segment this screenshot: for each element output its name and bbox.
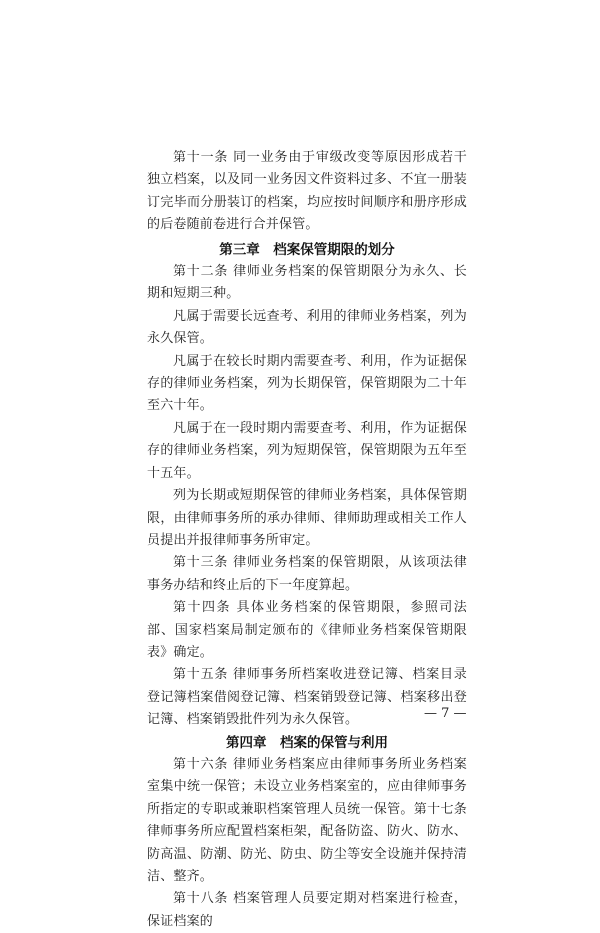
article-12: 第十二条 律师业务档案的保管期限分为永久、长期和短期三种。 <box>147 264 467 302</box>
article-13: 第十三条 律师业务档案的保管期限，从该项法律事务办结和终止后的下一年度算起。 <box>147 555 467 593</box>
page-body <box>147 147 467 933</box>
page-number: — 7 — <box>424 706 467 721</box>
chapter-4-heading: 第四章 档案的保管与利用 <box>226 734 388 751</box>
article-16-17: 第十六条 律师业务档案应由律师事务所业务档案室集中统一保管；未设立业务档案室的，应由律师事务所指定的专职或兼职档案管理人员统一保管。第十七条律师事务所应配置档案柜架，配备防盗、防火、防水、防高温、防潮、防光、防虫、防尘等安全设施并保持清洁、整齐。 <box>147 756 467 884</box>
chapter-3-heading: 第三章 档案保管期限的划分 <box>219 241 395 258</box>
article-18: 第十八条 档案管理人员要定期对档案进行检查，保证档案的 <box>147 891 467 929</box>
article-15: 第十五条 律师事务所档案收进登记簿、档案目录登记簿档案借阅登记簿、档案销毁登记簿、档案移出登记簿、档案销毁批件列为永久保管。 <box>147 667 467 728</box>
article-11: 第十一条 同一业务由于审级改变等原因形成若干独立档案，以及同一业务因文件资料过多、不宜一册装订完毕而分册装订的档案，均应按时间顺序和册序形成的后卷随前卷进行合并保管。 <box>147 150 467 233</box>
article-12-clause-approval: 列为长期或短期保管的律师业务档案，具体保管期限，由律师事务所的承办律师、律师助理或相关工作人员提出并报律师事务所审定。 <box>147 488 467 548</box>
article-12-clause-short-term: 凡属于在一段时期内需要查考、利用，作为证据保存的律师业务档案，列为短期保管，保管期限为五年至十五年。 <box>147 420 467 481</box>
article-14: 第十四条 具体业务档案的保管期限，参照司法部、国家档案局制定颁布的《律师业务档案保管期限表》确定。 <box>147 600 467 660</box>
article-12-clause-long-term: 凡属于在较长时期内需要查考、利用，作为证据保存的律师业务档案，列为长期保管，保管期限为二十年至六十年。 <box>147 353 467 414</box>
article-12-clause-permanent: 凡属于需要长远查考、利用的律师业务档案，列为永久保管。 <box>147 308 467 347</box>
